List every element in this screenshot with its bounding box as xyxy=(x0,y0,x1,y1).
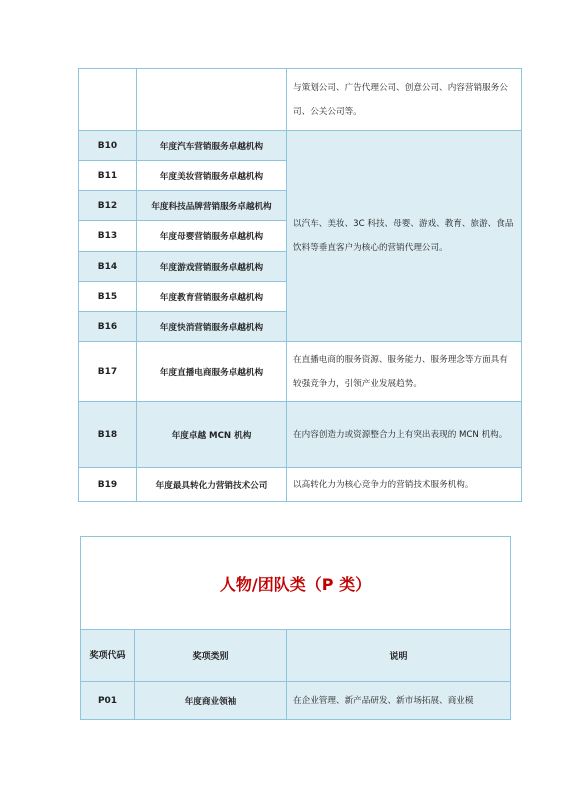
award-code: B17 xyxy=(79,342,137,402)
award-code: B12 xyxy=(79,191,137,221)
section-title: 人物/团队类（P 类） xyxy=(219,574,372,594)
award-name: 年度卓越 MCN 机构 xyxy=(137,402,287,468)
empty-name-cell xyxy=(137,69,287,131)
award-description: 在企业管理、新产品研发、新市场拓展、商业模 xyxy=(287,682,511,720)
award-description: 在内容创造力或资源整合力上有突出表现的 MCN 机构。 xyxy=(287,402,522,468)
award-code: B16 xyxy=(79,312,137,342)
section-title-cell xyxy=(81,537,511,630)
header-category: 奖项类别 xyxy=(135,630,287,682)
award-description: 在直播电商的服务资源、服务能力、服务理念等方面具有较强竞争力，引领产业发展趋势。 xyxy=(287,342,522,402)
award-code: P01 xyxy=(81,682,135,720)
award-code: B10 xyxy=(79,131,137,161)
header-code: 奖项代码 xyxy=(81,630,135,682)
award-name: 年度母婴营销服务卓越机构 xyxy=(137,221,287,252)
group-description: 以汽车、美妆、3C 科技、母婴、游戏、教育、旅游、食品饮料等垂直客户为核心的营销代理公司。 xyxy=(287,131,522,342)
award-code: B14 xyxy=(79,252,137,282)
award-name: 年度游戏营销服务卓越机构 xyxy=(137,252,287,282)
award-code: B13 xyxy=(79,221,137,252)
awards-table-b xyxy=(78,68,522,502)
award-description: 以高转化力为核心竞争力的营销技术服务机构。 xyxy=(287,468,522,502)
award-name: 年度直播电商服务卓越机构 xyxy=(137,342,287,402)
award-name: 年度商业领袖 xyxy=(135,682,287,720)
award-name: 年度最具转化力营销技术公司 xyxy=(137,468,287,502)
award-name: 年度美妆营销服务卓越机构 xyxy=(137,161,287,191)
award-name: 年度汽车营销服务卓越机构 xyxy=(137,131,287,161)
empty-code-cell xyxy=(79,69,137,131)
award-name: 年度教育营销服务卓越机构 xyxy=(137,282,287,312)
award-name: 年度科技品牌营销服务卓越机构 xyxy=(137,191,287,221)
award-code: B11 xyxy=(79,161,137,191)
award-code: B19 xyxy=(79,468,137,502)
awards-table-p xyxy=(80,536,511,720)
award-code: B18 xyxy=(79,402,137,468)
continued-description: 与策划公司、广告代理公司、创意公司、内容营销服务公司、公关公司等。 xyxy=(287,69,522,131)
header-description: 说明 xyxy=(287,630,511,682)
award-code: B15 xyxy=(79,282,137,312)
award-name: 年度快消营销服务卓越机构 xyxy=(137,312,287,342)
